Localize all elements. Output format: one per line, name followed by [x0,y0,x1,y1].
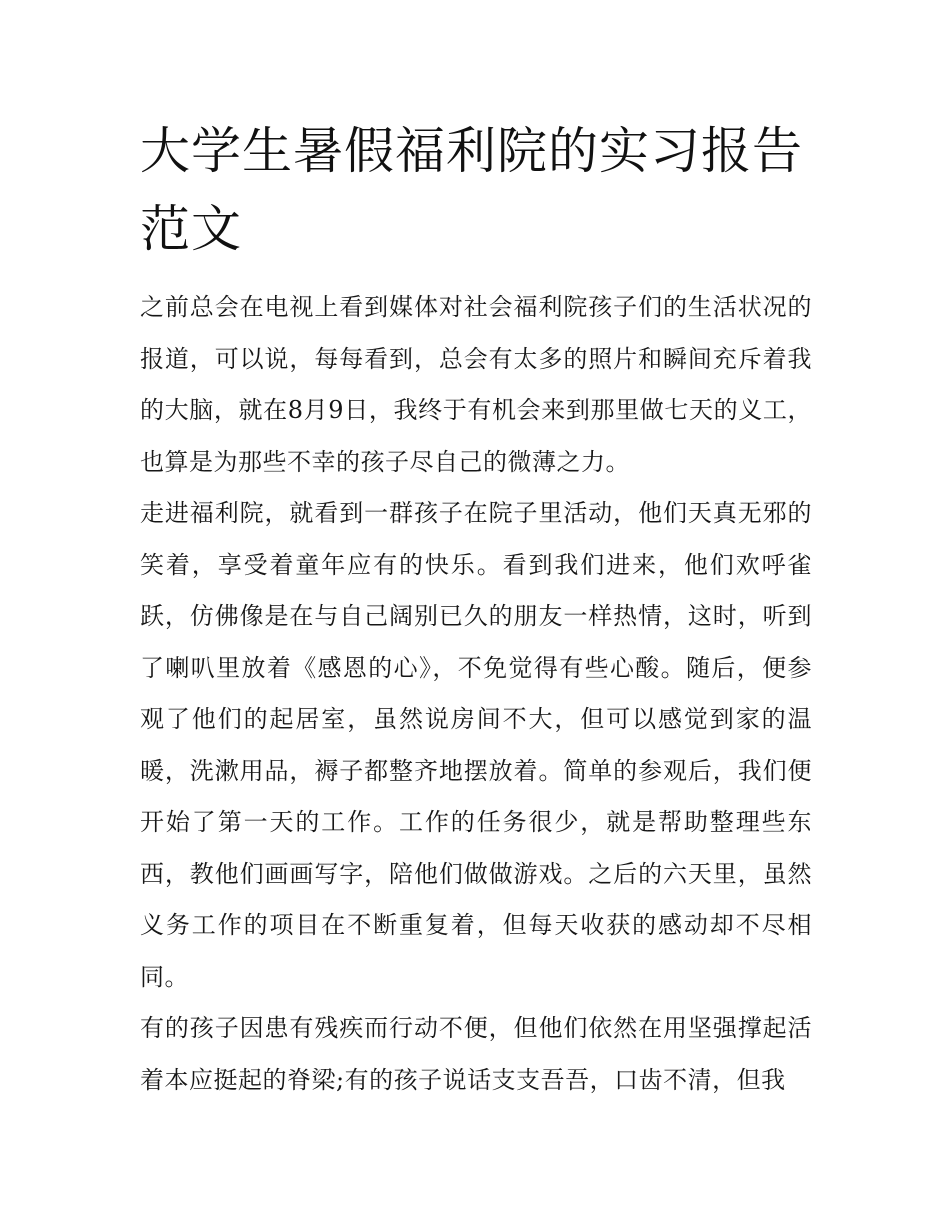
document-body [140,112,812,1106]
document-title: 大学生暑假福利院的实习报告范文 [140,122,803,258]
paragraph-2: 走进福利院，就看到一群孩子在院子里活动，他们天真无邪的笑着，享受着童年应有的快乐。看到我们进来，他们欢呼雀跃，仿佛像是在与自己阔别已久的朋友一样热情，这时，听到了喇叭里放着《感恩的心》，不免觉得有些心酸。随后，便参观了他们的起居室，虽然说房间不大，但可以感觉到家的温暖，洗漱用品，褥子都整齐地摆放着。简单的参观后，我们便开始了第一天的工作。工作的任务很少，就是帮助整理些东西，教他们画画写字，陪他们做做游戏。之后的六天里，虽然义务工作的项目在不断重复着，但每天收获的感动却不尽相同。 [140,499,812,991]
paragraph-1: 之前总会在电视上看到媒体对社会福利院孩子们的生活状况的报道，可以说，每每看到，总会有太多的照片和瞬间充斥着我的大脑，就在8月9日，我终于有机会来到那里做七天的义工，也算是为那些不幸的孩子尽自己的微薄之力。 [140,293,812,476]
paragraph-3: 有的孩子因患有残疾而行动不便，但他们依然在用坚强撑起活着本应挺起的脊梁;有的孩子说话支支吾吾，口齿不清，但我 [140,1014,812,1094]
